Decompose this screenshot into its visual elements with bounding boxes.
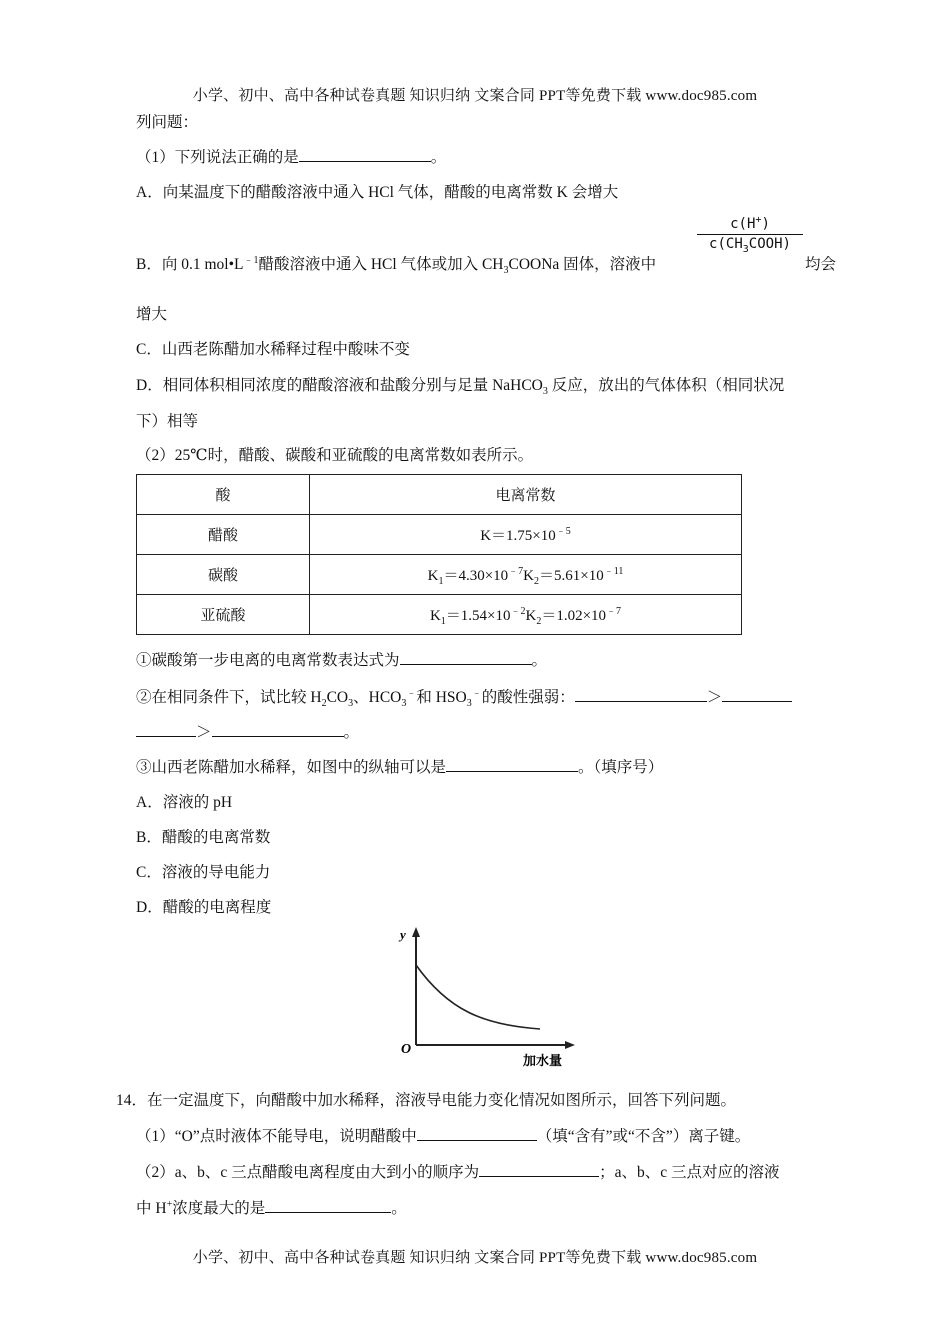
table-row — [137, 595, 742, 635]
answer-blank[interactable] — [479, 1161, 599, 1177]
curve — [416, 965, 540, 1029]
q13-part2: （2）25℃时，醋酸、碳酸和亚硫酸的电离常数如表所示。 — [136, 447, 534, 464]
fraction-denominator: $c(CH_3COOH)$ — [709, 236, 791, 255]
table-cell-acid: 醋酸 — [137, 515, 310, 555]
option-b-text-5: 增大 — [136, 306, 168, 323]
table-cell-constant: $K=1.75\times 10^{﹣5}$ — [310, 515, 742, 555]
option-a: A．向某温度下的醋酸溶液中通入 HCl 气体，醋酸的电离常数 K 会增大 — [136, 184, 619, 201]
table-header-acid: 酸 — [137, 475, 310, 515]
table-row — [137, 555, 742, 595]
q13-part1 — [136, 145, 446, 167]
x-axis-arrow — [565, 1041, 575, 1049]
subquestion-3: ③山西老陈醋加水稀释，如图中的纵轴可以是 。（填序号） — [136, 755, 663, 777]
table-cell-acid: 亚硫酸 — [137, 595, 310, 635]
answer-blank[interactable] — [446, 756, 578, 772]
q13-part1-end: 。 — [430, 149, 447, 166]
option-b-text-1: B．向 0.1 mol•L — [136, 256, 244, 273]
subscript: 3 — [503, 265, 509, 277]
page-header: 小学、初中、高中各种试卷真题 知识归纳 文案合同 PPT等免费下载 www.doc985.com — [192, 88, 758, 104]
subquestion-3-option-d: D．醋酸的电离程度 — [136, 899, 272, 916]
subquestion-2-cont: ＞ 。 — [136, 720, 359, 742]
table-cell-constant: $K_1=4.30\times 10^{﹣7}K_2=5.61\times 10^{﹣11}$ — [310, 555, 742, 595]
option-b-text-3: COONa 固体，溶液中 — [508, 256, 657, 273]
question-intro-tail: 列问题： — [136, 114, 199, 131]
option-d — [136, 373, 785, 398]
option-b-text-4: 均会 — [805, 256, 837, 273]
answer-blank[interactable] — [417, 1125, 537, 1141]
question-14-stem: 14．在一定温度下，向醋酸中加水稀释，溶液导电能力变化情况如图所示，回答下列问题。 — [116, 1092, 737, 1109]
option-d-text-2: 反应，放出的气体体积（相同状况 — [547, 377, 785, 394]
answer-blank[interactable] — [265, 1197, 391, 1213]
option-d-text-1: D．相同体积相同浓度的醋酸溶液和盐酸分别与足量 NaHCO — [136, 377, 543, 394]
answer-blank[interactable] — [400, 649, 532, 665]
answer-blank[interactable] — [136, 721, 196, 737]
subquestion-3-option-c: C．溶液的导电能力 — [136, 864, 271, 881]
x-axis-label: 加水量 — [523, 1054, 563, 1069]
fraction-numerator: c(H+) — [697, 216, 803, 235]
answer-blank[interactable] — [722, 686, 792, 702]
q14-part2: （2）a、b、c 三点醋酸电离程度由大到小的顺序为 ；a、b、c 三点对应的溶液 — [136, 1160, 780, 1182]
table-header-constant: 电离常数 — [310, 475, 742, 515]
subquestion-3-option-b: B．醋酸的电离常数 — [136, 829, 271, 846]
option-c: C．山西老陈醋加水稀释过程中酸味不变 — [136, 341, 410, 358]
ionization-constant-table — [136, 474, 742, 635]
origin-label: O — [401, 1042, 412, 1057]
subscript: 3 — [542, 386, 548, 398]
dilution-curve-graph — [398, 925, 578, 1075]
concentration-ratio-fraction — [697, 214, 803, 255]
exponent: ﹣1 — [243, 254, 259, 266]
page-footer: 小学、初中、高中各种试卷真题 知识归纳 文案合同 PPT等免费下载 www.doc985.com — [192, 1250, 758, 1266]
y-axis-arrow — [412, 927, 420, 937]
answer-blank[interactable] — [299, 146, 431, 162]
q14-part2-cont: 中 H+浓度最大的是 。 — [136, 1198, 407, 1217]
answer-blank[interactable] — [575, 686, 707, 702]
table-cell-acid: 碳酸 — [137, 555, 310, 595]
subquestion-3-option-a: A．溶液的 pH — [136, 794, 233, 811]
answer-blank[interactable] — [212, 721, 344, 737]
q13-part1-text: （1）下列说法正确的是 — [136, 149, 299, 166]
table-header-row — [137, 475, 742, 515]
option-d-text-3: 下）相等 — [136, 413, 199, 430]
q14-part1: （1）“O”点时液体不能导电，说明醋酸中 （填“含有”或“不含”）离子键。 — [136, 1124, 750, 1146]
y-axis-label: y — [400, 927, 406, 942]
subquestion-1: ①碳酸第一步电离的电离常数表达式为 。 — [136, 648, 547, 670]
option-b-text-2: 醋酸溶液中通入 HCl 气体或加入 CH — [258, 256, 504, 273]
option-b — [136, 252, 657, 277]
table-row — [137, 515, 742, 555]
subquestion-2: ②在相同条件下，试比较 $H_2CO_3$、$HCO_3^﹣$和 $HSO_3^﹣$的酸性强弱： ＞ — [136, 685, 792, 707]
table-cell-constant: $K_1=1.54\times 10^{﹣2}K_2=1.02\times 10^{﹣7}$ — [310, 595, 742, 635]
